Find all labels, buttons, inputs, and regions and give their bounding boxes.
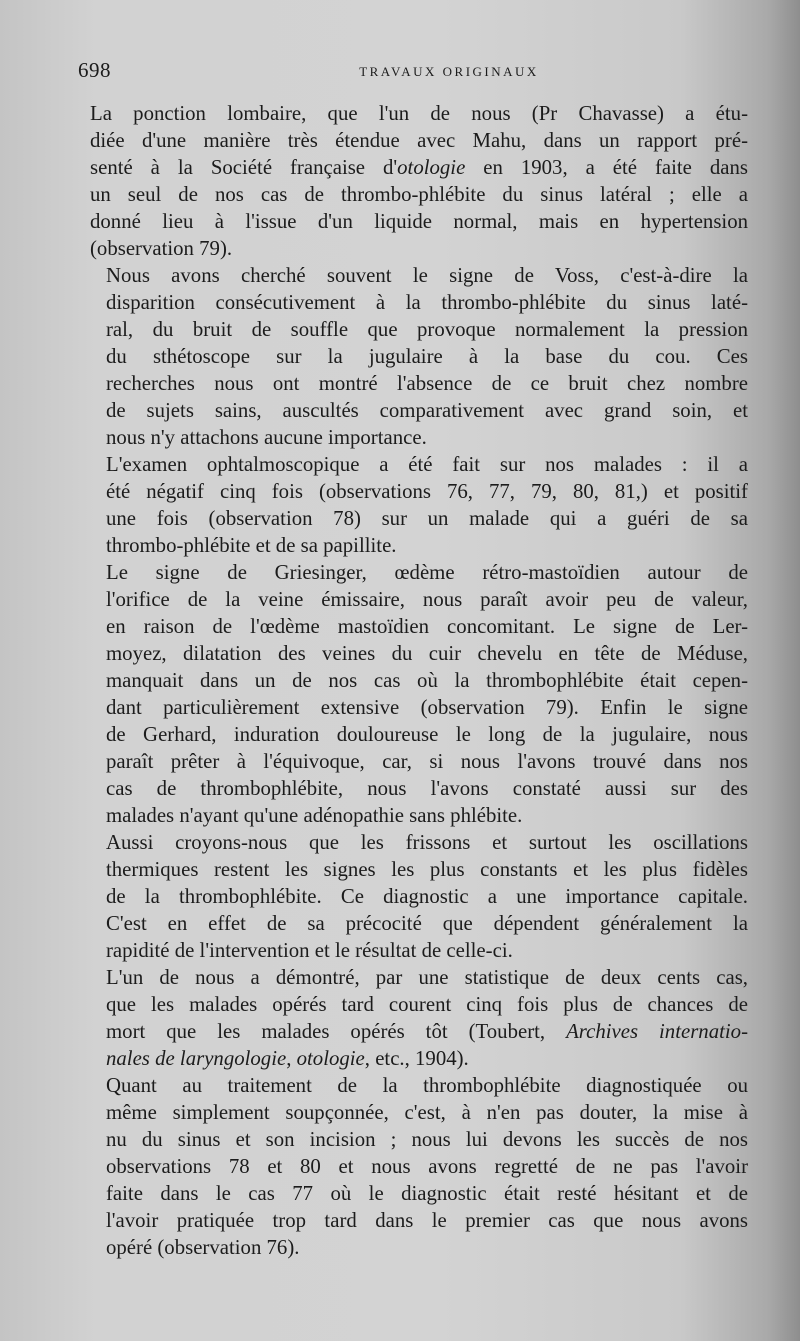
- text-line: senté à la Société française d'otologie en 1903, a été faite dans: [90, 156, 748, 179]
- text-line: même simplement soupçonnée, c'est, à n'en pas douter, la mise à: [106, 1101, 748, 1124]
- text-line: un seul de nos cas de thrombo-phlébite du sinus latéral ; elle a: [90, 183, 748, 206]
- text-line: moyez, dilatation des veines du cuir chevelu en tête de Méduse,: [106, 642, 748, 665]
- text-line: cas de thrombophlébite, nous l'avons constaté aussi sur des: [106, 777, 748, 800]
- text-line: Aussi croyons-nous que les frissons et surtout les oscillations: [106, 831, 748, 854]
- paragraph: [80, 829, 748, 964]
- text-line: que les malades opérés tard courent cinq fois plus de chances de: [106, 993, 748, 1016]
- text-line: nu du sinus et son incision ; nous lui devons les succès de nos: [106, 1128, 748, 1151]
- text-line: manquait dans un de nos cas où la thrombophlébite était cepen-: [106, 669, 748, 692]
- paragraph: [80, 451, 748, 559]
- text-line: Le signe de Griesinger, œdème rétro-mastoïdien autour de: [106, 561, 748, 584]
- text-line: été négatif cinq fois (observations 76, 77, 79, 80, 81,) et positif: [106, 480, 748, 503]
- text-line: de Gerhard, induration douloureuse le long de la jugulaire, nous: [106, 723, 748, 746]
- text-line: thermiques restent les signes les plus constants et les plus fidèles: [106, 858, 748, 881]
- page-header: [78, 58, 750, 88]
- text-line: ral, du bruit de souffle que provoque normalement la pression: [106, 318, 748, 341]
- text-line: en raison de l'œdème mastoïdien concomitant. Le signe de Ler-: [106, 615, 748, 638]
- paragraph: [80, 100, 748, 262]
- text-line: rapidité de l'intervention et le résultat de celle-ci.: [106, 939, 513, 962]
- running-head: TRAVAUX ORIGINAUX: [359, 64, 539, 79]
- text-line: mort que les malades opérés tôt (Toubert, Archives internatio-: [106, 1020, 748, 1043]
- text-line: nales de laryngologie, otologie, etc., 1904).: [106, 1047, 469, 1070]
- text-line: L'examen ophtalmoscopique a été fait sur nos malades : il a: [106, 453, 748, 476]
- text-line: de la thrombophlébite. Ce diagnostic a une importance capitale.: [106, 885, 748, 908]
- text-line: disparition consécutivement à la thrombo-phlébite du sinus laté-: [106, 291, 748, 314]
- text-line: l'avoir pratiquée trop tard dans le premier cas que nous avons: [106, 1209, 748, 1232]
- text-line: Quant au traitement de la thrombophlébite diagnostiquée ou: [106, 1074, 748, 1097]
- text-line: de sujets sains, auscultés comparativement avec grand soin, et: [106, 399, 748, 422]
- text-line: dant particulièrement extensive (observation 79). Enfin le signe: [106, 696, 748, 719]
- text-line: du sthétoscope sur la jugulaire à la base du cou. Ces: [106, 345, 748, 368]
- text-line: diée d'une manière très étendue avec Mahu, dans un rapport pré-: [90, 129, 748, 152]
- text-line: thrombo-phlébite et de sa papillite.: [106, 534, 397, 557]
- text-line: recherches nous ont montré l'absence de ce bruit chez nombre: [106, 372, 748, 395]
- paragraph: [80, 559, 748, 829]
- text-line: faite dans le cas 77 où le diagnostic était resté hésitant et de: [106, 1182, 748, 1205]
- text-line: (observation 79).: [90, 237, 233, 260]
- text-line: nous n'y attachons aucune importance.: [106, 426, 427, 449]
- text-line: opéré (observation 76).: [106, 1236, 300, 1259]
- text-line: La ponction lombaire, que l'un de nous (Pr Chavasse) a étu-: [90, 102, 748, 125]
- paragraph: [80, 262, 748, 451]
- body-text: [80, 100, 748, 1261]
- text-line: C'est en effet de sa précocité que dépendent généralement la: [106, 912, 748, 935]
- text-line: L'un de nous a démontré, par une statistique de deux cents cas,: [106, 966, 748, 989]
- paragraph: [80, 964, 748, 1072]
- text-line: l'orifice de la veine émissaire, nous paraît avoir peu de valeur,: [106, 588, 748, 611]
- text-line: donné lieu à l'issue d'un liquide normal, mais en hypertension: [90, 210, 748, 233]
- text-line: Nous avons cherché souvent le signe de Voss, c'est-à-dire la: [106, 264, 748, 287]
- text-line: une fois (observation 78) sur un malade qui a guéri de sa: [106, 507, 748, 530]
- paragraph: [80, 1072, 748, 1261]
- page-number: 698: [78, 58, 111, 82]
- text-line: paraît prêter à l'équivoque, car, si nous l'avons trouvé dans nos: [106, 750, 748, 773]
- text-line: observations 78 et 80 et nous avons regretté de ne pas l'avoir: [106, 1155, 748, 1178]
- text-line: malades n'ayant qu'une adénopathie sans phlébite.: [106, 804, 523, 827]
